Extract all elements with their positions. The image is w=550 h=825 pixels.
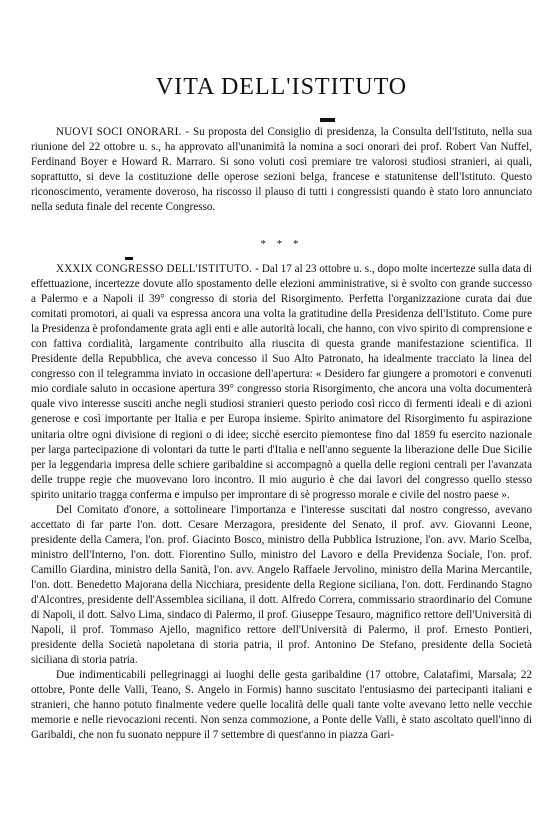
paragraph: Del Comitato d'onore, a sottolineare l'importanza e l'interesse suscitati dal nostro congresso, avevano accettato di far parte l'on. dott. Cesare Merzagora, presidente del Senato, il prof. avv. Giovanni Leone, presidente della Camera, l'on. prof. Giacinto Bosco, ministro della Pubblica Istruzione, l'on. avv. Mario Scelba, ministro dell'Interno, l'on. dott. Fiorentino Sullo, ministro del Lavoro e della Previdenza Sociale, l'on. prof. Camillo Giardina, ministro della Sanità, l'on. avv. Angelo Raffaele Jervolino, ministro della Marina Mercantile, l'on. dott. Benedetto Majorana della Nicchiara, presidente della Regione siciliana, l'on. dott. Ferdinando Stagno d'Alcontres, presidente dell'Assemblea siciliana, il dott. Alfredo Correra, commissario straordinario del Comune di Napoli, il dott. Salvo Lima, sindaco di Palermo, il prof. Giuseppe Tesauro, magnifico rettore dell'Università di Napoli, il prof. Tommaso Ajello, magnifico rettore dell'Università di Palermo, il prof. Ernesto Pontieri, presidente della Società napoletana di storia patria, il prof. Antonino De Stefano, presidente della Società siciliana di storia patria. [31, 503, 532, 667]
paragraph [31, 262, 532, 503]
section-heading: NUOVI SOCI ONORARI. - [56, 126, 190, 138]
section-body: Dal 17 al 23 ottobre u. s., dopo molte incertezze sulla data di effettuazione, incertezze dovute allo spostamento delle elezioni amministrative, si è svolto con grande successo a Palermo e a Napoli il 39° congresso di storia del Risorgimento. Perfetta l'organizzazione curata dai due comitati promotori, ai quali va espressa ancora una volta la gratitudine della Presidenza dell'Istituto. Come pure la Presidenza è profondamente grata agli enti e alle autorità locali, che hanno, con vivo spirito di comprensione e con fattiva cordialità, largamente contribuito alla riuscita di questa grande manifestazione scientifica. Il Presidente della Repubblica, che aveva concesso il Suo Alto Patronato, ha idealmente tracciato la linea del congresso con il telegramma inviato in occasione dell'apertura: « Desidero far giungere a promotori e convenuti mio cordiale saluto in occasione apertura 39° congresso storia Risorgimento, che ancora una volta documenterà quale vivo interesse susciti anche negli studiosi stranieri questo periodo così ricco di fermenti ideali e di azioni generose e così importante per Italia e per Europa insieme. Spirito animatore del Risorgimento fu aspirazione unitaria oltre ogni divisione di regioni o di idee; sicchè esercito piemontese fino dal 1859 fu esercito nazionale per larga partecipazione di volontari da tutte le parti d'Italia e nell'anno seguente la liberazione delle Due Sicilie per la leggendaria impresa delle schiere garibaldine si accompagnò a quella delle regioni centrali per l'avanzata delle truppe regie che muovevano loro incontro. Il mio augurio è che dai lavori del congresso quello stesso spirito unitario tragga conferma e impulso per improntare di sè progresso morale e civile del nostro paese ». [31, 263, 532, 501]
ink-mark-top [320, 118, 335, 122]
page-title: VITA DELL'ISTITUTO [155, 74, 408, 100]
paragraph [31, 125, 532, 215]
section-body: Su proposta del Consiglio di presidenza, la Consulta dell'Istituto, nella sua riunione del 22 ottobre u. s., ha approvato all'unanimità la nomina a soci onorari dei prof. Robert Van Nuffel, Ferdinand Boyer e Howard R. Marraro. Si sono voluti così premiare tre valorosi studiosi stranieri, ai quali, soprattutto, si deve la costituzione delle operose sezioni belga, francese e statunitense dell'Istituto. Questo riconoscimento, veramente doveroso, ha riscosso il plauso di tutti i congressisti quando è stato loro annunciato nella seduta finale del recente Congresso. [31, 126, 532, 214]
section-heading: XXXIX CONGRESSO DELL'ISTITUTO. - [56, 263, 260, 275]
ink-mark-bottom [125, 257, 133, 260]
section-separator: * * * [260, 238, 303, 250]
section-nuovi-soci-onorari [31, 125, 532, 215]
section-congresso [31, 262, 532, 744]
paragraph: Due indimenticabili pellegrinaggi ai luoghi delle gesta garibaldine (17 ottobre, Calatafimi, Marsala; 22 ottobre, Ponte delle Valli, Teano, S. Angelo in Formis) hanno suscitato l'entusiasmo dei partecipanti italiani e stranieri, che hanno potuto finalmente vedere quelle località delle quali tante volte avevano letto nelle vecchie memorie e nelle rievocazioni recenti. Non senza commozione, a Ponte delle Valli, è stato ascoltato quell'inno di Garibaldi, che non fu suonato neppure il 7 settembre di quest'anno in piazza Gari- [31, 669, 532, 742]
